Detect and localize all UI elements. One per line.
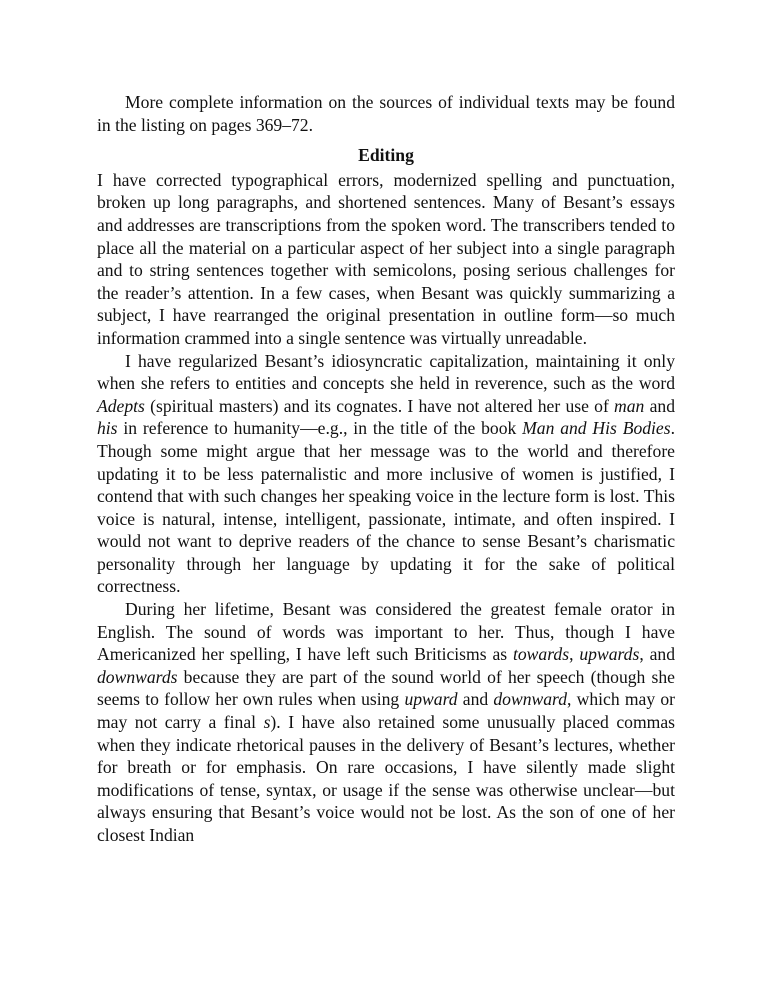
intro-paragraph: More complete information on the sources of individual texts may be found in the listing on pages 369–72. (97, 92, 675, 135)
italic-term: s (263, 712, 271, 733)
paragraph-2: I have regularized Besant’s idiosyncratic capitalization, maintaining it only when she refers to entities and concepts she held in reverence, such as the word Adepts (spiritual masters) and its cognates. I have not altered her use of man and his in reference to humanity—e.g., in the title of the book Man and His Bodies. Though some might argue that her message was to the world and therefore updating it to be less paternalistic and more inclusive of women is justified, I contend that with such changes her speaking voice in the lecture form is lost. This voice is natural, intense, intelligent, passionate, intimate, and often inspired. I would not want to deprive readers of the chance to sense Besant’s charismatic personality through her language by updating it for the sake of political correctness. (97, 350, 675, 597)
book-title: Man and His Bodies (522, 418, 671, 439)
italic-term: downwards (97, 666, 178, 687)
document-page (97, 91, 675, 847)
italic-term: Adepts (97, 395, 145, 416)
italic-term: upward (404, 689, 458, 710)
italic-term: his (97, 418, 118, 439)
italic-term: towards (513, 644, 570, 665)
section-heading: Editing (358, 145, 414, 166)
paragraph-1: I have corrected typographical errors, modernized spelling and punctuation, broken up long paragraphs, and shortened sentences. Many of Besant’s essays and addresses are transcriptions from the spoken word. The transcribers tended to place all the material on a particular aspect of her subject into a single paragraph and to string sentences together with semicolons, posing serious challenges for the reader’s attention. In a few cases, when Besant was quickly summarizing a subject, I have rearranged the original presentation in outline form—so much information crammed into a single sentence was virtually unreadable. (97, 169, 675, 348)
paragraph-3: During her lifetime, Besant was considered the greatest female orator in English. The sound of words was important to her. Thus, though I have Americanized her spelling, I have left such Briticisms as towards, upwards, and downwards because they are part of the sound world of her speech (though she seems to follow her own rules when using upward and downward, which may or may not carry a final s). I have also retained some unusually placed commas when they indicate rhetorical pauses in the delivery of Besant’s lectures, whether for breath or for emphasis. On rare occasions, I have silently made slight modifications of tense, syntax, or usage if the sense was otherwise unclear—but always ensuring that Besant’s voice would not be lost. As the son of one of her closest Indian (97, 599, 676, 845)
italic-term: man (614, 395, 645, 416)
italic-term: downward (493, 689, 568, 710)
italic-term: upwards (579, 644, 640, 665)
